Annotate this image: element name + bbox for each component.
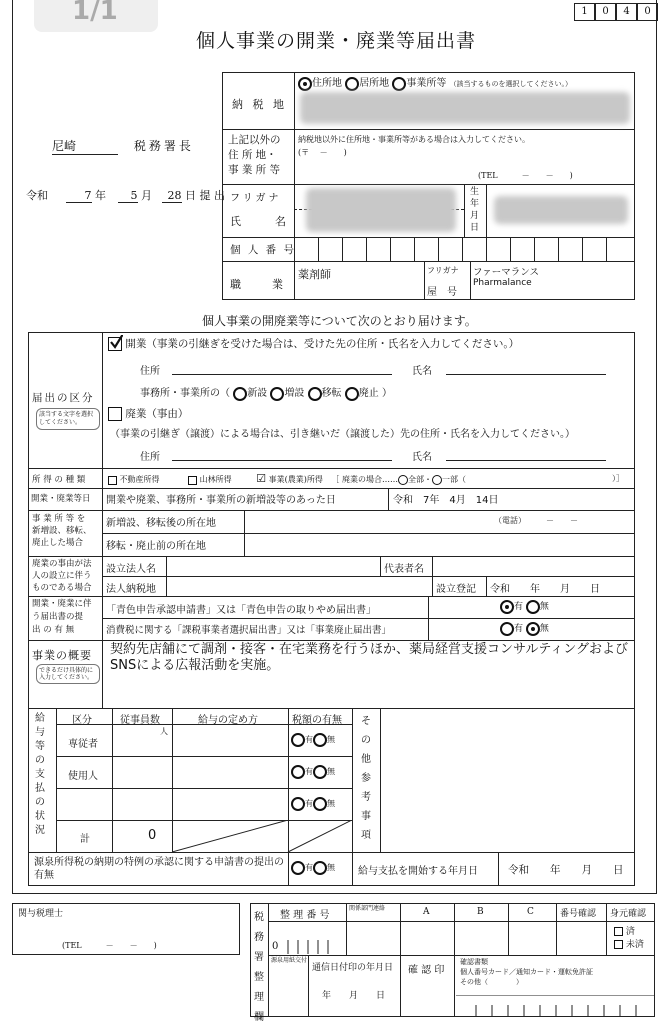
radio-move[interactable] xyxy=(308,387,322,401)
office-change-prefix: 事務所・事業所の（ xyxy=(140,388,230,399)
corp-label-line: 人の設立に伴う xyxy=(32,571,92,581)
submit-date xyxy=(26,187,225,203)
birth-char: 年 xyxy=(470,199,480,209)
radio-expand[interactable] xyxy=(270,387,284,401)
open-name-field[interactable] xyxy=(446,374,606,375)
other-notes-label: その他参考事項 xyxy=(361,716,371,841)
submit-year-label: 年 xyxy=(95,189,106,202)
office-change-label xyxy=(32,513,92,549)
other-location-note: 納税地以外に住所地・事業所等がある場合は入力してください。 xyxy=(298,135,530,144)
form-title: 個人事業の開業・廃業等届出書 xyxy=(196,30,477,52)
income-label: 所 得 の 種 類 xyxy=(32,475,86,485)
other-label-line: 事 業 所 等 xyxy=(228,164,281,176)
tax-no-label: 無 xyxy=(539,624,549,634)
submit-month[interactable]: 5 xyxy=(118,189,138,203)
yes-label: 有 xyxy=(305,799,313,808)
open-checkbox[interactable] xyxy=(108,337,122,351)
submit-day[interactable]: 28 xyxy=(162,189,182,203)
checkbox-done[interactable] xyxy=(614,927,623,936)
close-name-field[interactable] xyxy=(446,460,606,461)
seiri-label: 整 理 番 号 xyxy=(280,910,330,921)
radio-domicile[interactable] xyxy=(345,77,359,91)
radio-salary-no[interactable] xyxy=(313,765,327,779)
occupation-label: 職 業 xyxy=(230,278,286,291)
corp-reg-label: 設立登記 xyxy=(436,584,476,595)
option-residence: 住所地 xyxy=(312,78,342,89)
salary-start-label: 給与支払を開始する年月日 xyxy=(358,866,478,877)
submit-day-label: 日 提 出 xyxy=(185,189,225,202)
radio-office[interactable] xyxy=(392,77,406,91)
source-label: 源泉用紙交付 xyxy=(271,957,308,964)
no-label: 無 xyxy=(327,735,335,744)
salary-row-label: 計 xyxy=(80,834,90,845)
yes-label: 有 xyxy=(305,735,313,744)
doc-ticks xyxy=(456,995,655,1017)
related-label-line: 開業・廃業に伴 xyxy=(32,599,92,609)
shop-kana[interactable]: ファーマランス xyxy=(473,267,540,278)
location-options xyxy=(298,74,572,91)
birth-char: 日 xyxy=(470,223,480,233)
option-part: 一部（ xyxy=(441,475,466,484)
new-location-label: 新増設、移転後の所在地 xyxy=(106,518,216,529)
salary-side-label: 給与等の支払の状況 xyxy=(35,713,45,836)
doc-label: 確認書類 xyxy=(460,958,488,966)
col-a: A xyxy=(423,907,430,917)
submit-era: 令和 xyxy=(26,189,48,202)
tax-accountant-tel[interactable]: (TEL － － ) xyxy=(62,941,157,950)
open-label: 開業（事業の引継ぎを受けた場合は、受けた先の住所・氏名を入力してください。） xyxy=(125,338,520,350)
other-postal[interactable]: (〒 － ) xyxy=(298,148,347,157)
furigana2-label: フリガナ xyxy=(427,266,459,275)
number-label: 個 人 番 号 xyxy=(230,244,297,256)
open-address-label: 住所 xyxy=(140,366,160,377)
summary-note: できるだけ具体的に入力してください。 xyxy=(36,664,100,684)
no-label: 無 xyxy=(327,767,335,776)
submit-year[interactable]: 7 xyxy=(66,189,92,203)
done-label: 済 xyxy=(625,927,635,937)
option-new: 新設 xyxy=(247,388,268,399)
office-change-label-line: 事 業 所 等 を xyxy=(32,514,86,524)
office-change-row xyxy=(140,384,392,401)
section-label: 届出の区分 xyxy=(32,392,95,404)
radio-salary-no[interactable] xyxy=(313,797,327,811)
comm-date-label: 通信日付印の年月日 xyxy=(312,963,394,973)
radio-part[interactable] xyxy=(432,475,442,485)
option-forest: 山林所得 xyxy=(199,475,232,484)
id-check-label: 身元確認 xyxy=(610,909,647,919)
office-label: 税務署整理欄 xyxy=(254,912,264,1023)
close-address-label: 住所 xyxy=(140,452,160,463)
submit-month-label: 月 xyxy=(141,189,152,202)
radio-residence[interactable] xyxy=(298,77,312,91)
comm-date-blank: 年 月 日 xyxy=(322,991,386,1001)
kankei-label: 関係部門連絡 xyxy=(349,905,386,912)
income-close-case: ［ 廃業の場合…… xyxy=(331,475,398,484)
name-redacted xyxy=(306,188,456,232)
corp-rep-label: 代表者名 xyxy=(384,564,424,575)
open-date-label: 開業・廃業等日 xyxy=(31,494,91,504)
radio-withholding-no[interactable] xyxy=(313,861,327,875)
location-address-redacted xyxy=(300,92,630,124)
related-row2-choice xyxy=(500,621,549,636)
confirm-label: 確 認 印 xyxy=(408,965,445,976)
close-checkbox[interactable] xyxy=(108,407,122,421)
radio-tax-yes[interactable] xyxy=(500,622,514,636)
checkbox-forest[interactable] xyxy=(188,476,197,485)
radio-blue-yes[interactable] xyxy=(500,600,514,614)
yes-label: 有 xyxy=(305,767,313,776)
other-location-label xyxy=(228,133,281,178)
col-b: B xyxy=(477,907,484,917)
option-move: 移転 xyxy=(321,388,342,399)
col-c: C xyxy=(527,907,534,917)
related-row1-choice xyxy=(500,599,549,614)
not-done-label: 未済 xyxy=(625,940,644,950)
tax-accountant-label: 関与税理士 xyxy=(18,909,64,919)
form-code-digit: 4 xyxy=(616,3,637,21)
option-close: 廃止 xyxy=(358,388,379,399)
close-address-field[interactable] xyxy=(172,460,392,461)
salary-start-value[interactable]: 令和 年 月 日 xyxy=(508,864,624,876)
related-row1: 「青色申告承認申請書」又は「青色申告の取りやめ届出書」 xyxy=(106,605,376,616)
no-label: 無 xyxy=(327,863,335,872)
checkbox-not-done[interactable] xyxy=(614,940,623,949)
id-check-options xyxy=(614,926,644,952)
salary-header-count: 従事員数 xyxy=(120,715,160,726)
option-office: 事業所等 xyxy=(406,78,447,89)
corp-label-line: 廃業の事由が法 xyxy=(32,559,92,569)
office-change-label-line: 新増設、移転、 xyxy=(32,526,92,536)
summary-label: 事業の概要 xyxy=(32,649,92,662)
new-location-phone[interactable]: （電話） － － xyxy=(494,516,578,525)
option-expand: 増設 xyxy=(284,388,305,399)
location-label: 納 税 地 xyxy=(232,98,287,111)
radio-tax-no[interactable] xyxy=(526,622,540,636)
shop-name[interactable]: Pharmalance xyxy=(473,278,532,288)
income-end: ）］ xyxy=(612,474,624,483)
related-row2: 消費税に関する「課税事業者選択届出書」又は「事業廃止届出書」 xyxy=(106,625,392,636)
num-check-label: 番号確認 xyxy=(560,909,597,919)
open-name-label: 氏名 xyxy=(412,366,432,377)
salary-row-label: 使用人 xyxy=(68,771,98,782)
salary-header-method: 給与の定め方 xyxy=(198,715,258,726)
birth-char: 生 xyxy=(470,187,480,197)
doc-line: 個人番号カード／通知カード・運転免許証 xyxy=(460,968,593,976)
close-label: 廃業（事由） xyxy=(125,408,189,420)
open-address-field[interactable] xyxy=(172,374,392,375)
open-date-desc: 開業や廃業、事務所・事業所の新増設等のあった日 xyxy=(106,495,336,506)
income-options xyxy=(108,472,466,485)
page-indicator-text: 1/1 xyxy=(72,0,118,26)
intro-text: 個人事業の開廃業等について次のとおり届けます。 xyxy=(202,314,477,328)
checkbox-business[interactable]: ☑ xyxy=(256,472,267,485)
corp-reg-date[interactable]: 令和 年 月 日 xyxy=(490,584,600,595)
corp-name-label: 設立法人名 xyxy=(106,564,156,575)
open-date-value[interactable]: 令和 7年 4月 14日 xyxy=(393,495,499,506)
option-domicile: 居所地 xyxy=(359,78,390,89)
radio-new[interactable] xyxy=(233,387,247,401)
salary-tax-choice xyxy=(291,765,335,779)
radio-blue-no[interactable] xyxy=(526,600,540,614)
birth-label xyxy=(470,186,479,234)
shop-label: 屋 号 xyxy=(427,287,457,298)
occupation-value[interactable]: 薬剤師 xyxy=(298,268,331,281)
office-change-label-line: 廃止した場合 xyxy=(32,538,84,548)
radio-close[interactable] xyxy=(345,387,359,401)
radio-withholding-yes[interactable] xyxy=(291,861,305,875)
salary-header-kubun: 区分 xyxy=(72,715,92,726)
option-business: 事業(農業)所得 xyxy=(268,475,323,484)
salary-tax-choice xyxy=(291,797,335,811)
old-location-label: 移転・廃止前の所在地 xyxy=(106,541,206,552)
corp-label xyxy=(32,558,92,594)
location-note: （該当するものを選択してください。） xyxy=(449,80,573,88)
related-label-line: う届出書の提 xyxy=(32,612,84,622)
name-label: 氏 名 xyxy=(230,215,290,228)
radio-all[interactable] xyxy=(398,475,408,485)
close-row xyxy=(108,406,188,421)
close-name-label: 氏名 xyxy=(412,452,432,463)
birth-char: 月 xyxy=(470,211,480,221)
radio-salary-yes[interactable] xyxy=(291,797,305,811)
radio-salary-yes[interactable] xyxy=(291,765,305,779)
office-change-suffix: ） xyxy=(381,388,392,399)
blue-yes-label: 有 xyxy=(514,602,524,612)
corp-addr-label: 法人納税地 xyxy=(106,584,156,595)
office-number-ticks xyxy=(280,940,340,954)
form-code-digit: 0 xyxy=(637,3,658,21)
other-label-line: 住 所 地・ xyxy=(228,149,277,161)
withholding-label: 源泉所得税の納期の特例の承認に関する申請書の提出の有無 xyxy=(34,857,284,881)
furigana-label: フリガナ xyxy=(230,193,282,204)
salary-total[interactable]: 0 xyxy=(148,828,157,843)
form-code-digit: 1 xyxy=(574,3,595,21)
other-label-line: 上記以外の xyxy=(228,134,281,146)
office-number: 0 xyxy=(272,941,279,952)
related-label-line: 出 の 有 無 xyxy=(32,625,75,635)
salary-header-tax: 税額の有無 xyxy=(292,715,342,726)
tax-office-suffix: 税務署長 xyxy=(133,139,194,153)
doc-other: その他（ ） xyxy=(460,978,523,986)
no-label: 無 xyxy=(327,799,335,808)
open-row xyxy=(108,336,519,351)
corp-label-line: ものである場合 xyxy=(32,583,92,593)
tax-office xyxy=(52,137,194,155)
total-diagonal xyxy=(172,820,352,852)
close-note: （事業の引継ぎ（譲渡）による場合は、引き継いだ（譲渡した）先の住所・氏名を入力してください。） xyxy=(110,429,575,440)
other-tel[interactable]: (TEL － － ) xyxy=(478,171,573,180)
yes-label: 有 xyxy=(305,863,313,872)
withholding-choice xyxy=(291,861,335,875)
option-all: 全部・ xyxy=(407,475,432,484)
section-note: 該当する文字を選択してください。 xyxy=(36,408,100,430)
birthdate-redacted xyxy=(494,196,628,224)
salary-tax-choice xyxy=(291,733,335,747)
option-real-estate: 不動産所得 xyxy=(119,475,160,484)
salary-row-label: 専従者 xyxy=(68,739,98,750)
form-code-digit: 0 xyxy=(595,3,616,21)
salary-unit: 人 xyxy=(160,727,168,736)
radio-salary-yes[interactable] xyxy=(291,733,305,747)
tax-office-name[interactable]: 尼崎 xyxy=(52,137,118,155)
radio-salary-no[interactable] xyxy=(313,733,327,747)
blue-no-label: 無 xyxy=(539,602,549,612)
tax-yes-label: 有 xyxy=(514,624,524,634)
summary-text[interactable]: 契約先店舗にて調剤・接客・在宅業務を行うほか、薬局経営支援コンサルティングおよびSNSによる広報活動を実施。 xyxy=(110,642,629,673)
checkbox-real-estate[interactable] xyxy=(108,476,117,485)
related-label xyxy=(32,598,92,637)
